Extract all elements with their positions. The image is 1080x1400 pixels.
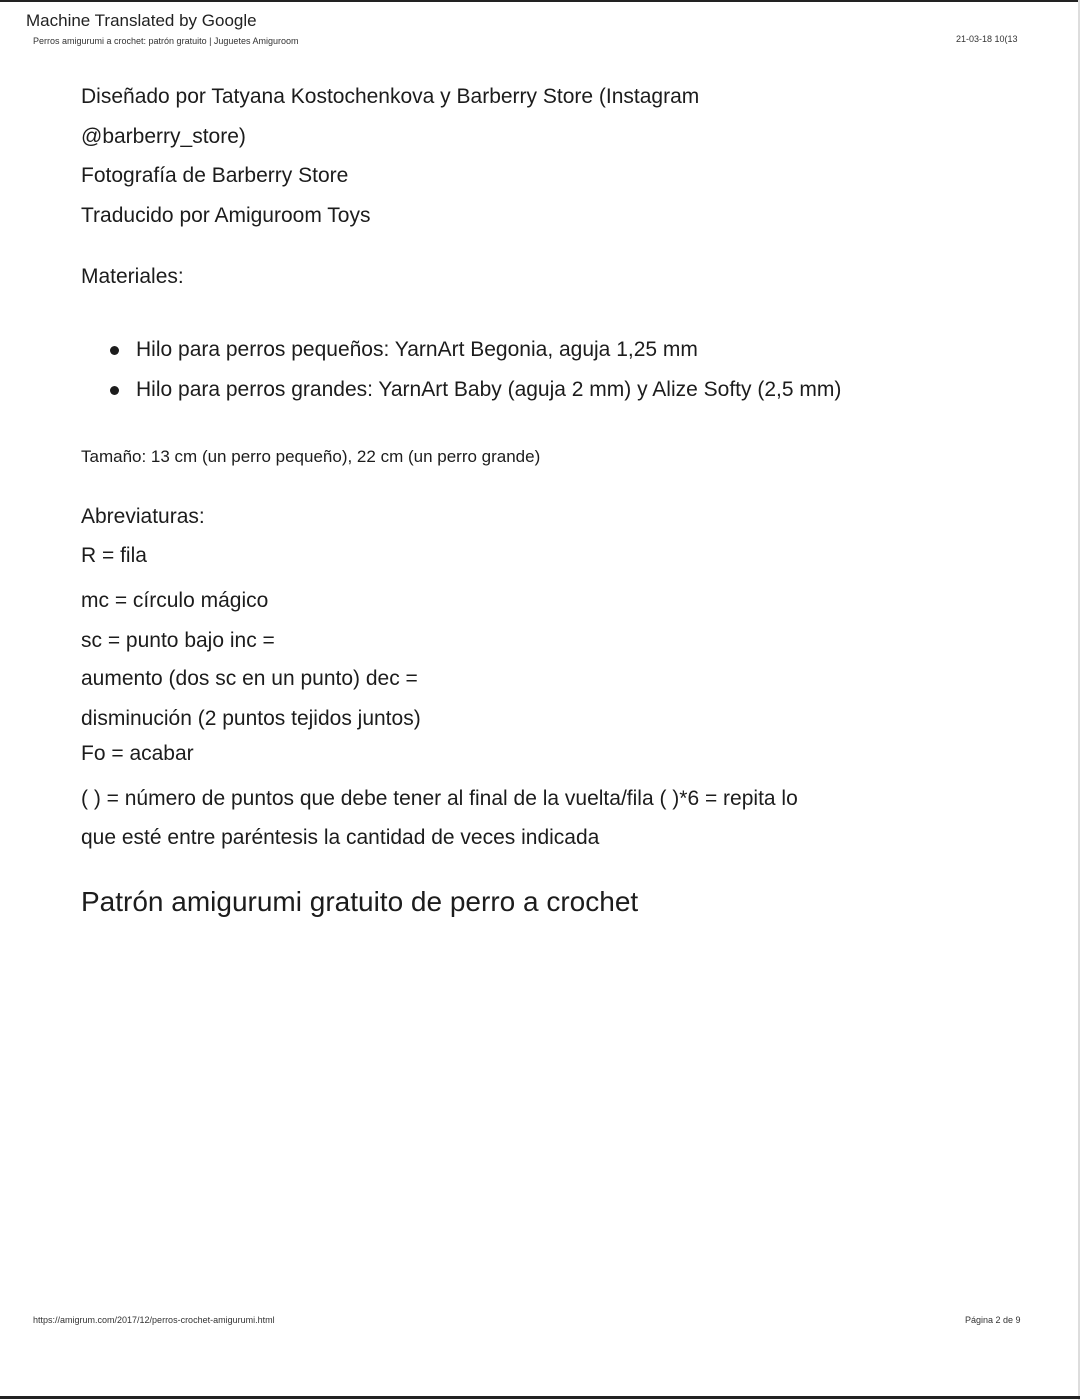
- designed-by-line1: Diseñado por Tatyana Kostochenkova y Barberry Store (Instagram: [81, 85, 700, 108]
- material-text: Hilo para perros pequeños: YarnArt Begonia, aguja 1,25 mm: [136, 338, 698, 361]
- list-item: [110, 377, 841, 417]
- machine-translated-label: Machine Translated by Google: [26, 11, 257, 30]
- photography-credit: Fotografía de Barberry Store: [81, 164, 349, 187]
- materials-list: [110, 337, 841, 417]
- abbreviation-line: mc = círculo mágico: [81, 589, 269, 612]
- section-title: Patrón amigurumi gratuito de perro a crochet: [81, 886, 639, 917]
- abbreviation-line: ( ) = número de puntos que debe tener al final de la vuelta/fila ( )*6 = repita lo: [81, 787, 798, 810]
- bottom-border: [0, 1396, 1080, 1399]
- list-item: [110, 337, 841, 377]
- size-line: Tamaño: 13 cm (un perro pequeño), 22 cm (un perro grande): [81, 447, 541, 466]
- bullet-icon: [110, 346, 119, 355]
- material-text: Hilo para perros grandes: YarnArt Baby (aguja 2 mm) y Alize Softy (2,5 mm): [136, 378, 842, 401]
- bullet-icon: [110, 386, 119, 395]
- abbreviation-line: disminución (2 puntos tejidos juntos): [81, 707, 421, 730]
- abbreviation-line: que esté entre paréntesis la cantidad de veces indicada: [81, 826, 600, 849]
- translated-by-credit: Traducido por Amiguroom Toys: [81, 204, 371, 227]
- print-header-date: 21-03-18 10(13: [956, 34, 1018, 44]
- abbreviation-line: aumento (dos sc en un punto) dec =: [81, 667, 418, 690]
- top-border: [0, 0, 1080, 2]
- materials-heading: Materiales:: [81, 265, 184, 288]
- print-header-title: Perros amigurumi a crochet: patrón gratuito | Juguetes Amiguroom: [33, 36, 299, 46]
- abbreviation-line: sc = punto bajo inc =: [81, 629, 275, 652]
- footer-url: https://amigrum.com/2017/12/perros-crochet-amigurumi.html: [33, 1315, 275, 1325]
- abbreviation-line: Fo = acabar: [81, 742, 194, 765]
- abbreviations-heading: Abreviaturas:: [81, 505, 205, 528]
- designed-by-line2: @barberry_store): [81, 125, 246, 148]
- page-number: Página 2 de 9: [965, 1315, 1021, 1325]
- abbreviation-line: R = fila: [81, 544, 147, 567]
